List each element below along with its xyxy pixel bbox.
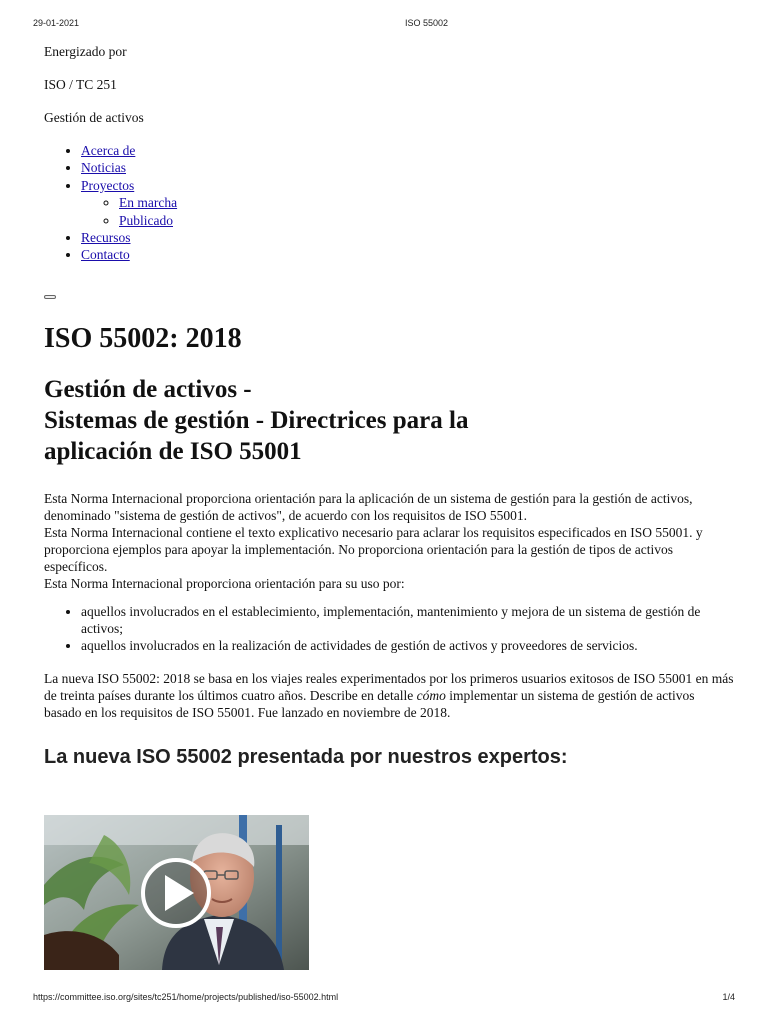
nav-item-about — [81, 142, 734, 159]
nav-link-contact[interactable]: Contacto — [81, 247, 130, 263]
list-item: • aquellos involucrados en la realización de actividades de gestión de activos y proveedores de servicios. — [81, 637, 734, 654]
video-thumbnail — [44, 815, 309, 970]
intro-text — [44, 490, 734, 592]
nav-item-news — [81, 159, 734, 176]
intro-paragraph-3: Esta Norma Internacional proporciona orientación para su uso por: — [44, 575, 405, 591]
closing-paragraph — [44, 670, 734, 721]
print-footer — [0, 992, 768, 1006]
closing-text-start: La nueva ISO 55002: 2018 se basa en los viajes reales experimentados por los primeros usuarios exitosos de ISO 55001 en más de treinta países durante los últimos cuatro años. Describe en detalle — [44, 670, 734, 703]
committee-name[interactable]: ISO / TC 251 — [44, 77, 117, 92]
nav-item-resources — [81, 229, 734, 246]
print-date: 29-01-2021 — [33, 18, 80, 28]
nav-link-about[interactable]: Acerca de — [81, 143, 136, 158]
nav-item-projects — [81, 177, 734, 229]
page-content — [44, 44, 734, 769]
intro-paragraph-2: Esta Norma Internacional contiene el texto explicativo necesario para aclarar los requisitos especificados en ISO 55001. y proporciona ejemplos para apoyar la implementación. No proporciona orientación para la gestión de tipos de activos específicos. — [44, 524, 703, 574]
video-section-heading: La nueva ISO 55002 presentada por nuestros expertos: — [44, 745, 568, 768]
standard-subtitle — [44, 374, 734, 467]
committee-subject: Gestión de activos — [44, 110, 144, 125]
closing-emphasis: cómo — [416, 687, 446, 703]
intro-paragraph-1: Esta Norma Internacional proporciona orientación para la aplicación de un sistema de gestión para la gestión de activos, denominado "sistema de gestión de activos", de acuerdo con los requisitos de ISO 55001. — [44, 490, 693, 523]
nav-link-published[interactable]: Publicado — [119, 212, 173, 228]
nav-item-ongoing — [119, 194, 734, 211]
subtitle-line-3: aplicación de ISO 55001 — [44, 437, 302, 465]
print-header — [0, 18, 768, 32]
subtitle-line-2: Sistemas de gestión - Directrices para la — [44, 406, 469, 434]
page-title: ISO 55002: 2018 — [44, 322, 242, 354]
nav-link-ongoing[interactable]: En marcha — [119, 195, 178, 211]
video-player[interactable] — [44, 815, 309, 970]
closing-text-end: implementar un sistema de gestión de activos basado en los requisitos de ISO 55001. Fue lanzado en noviembre de 2018. — [44, 687, 695, 720]
print-page-title: ISO 55002 — [405, 18, 449, 28]
page-number: 1/4 — [722, 992, 735, 1002]
menu-toggle-button[interactable] — [44, 295, 56, 299]
projects-submenu — [81, 194, 734, 229]
nav-item-contact — [81, 246, 734, 263]
powered-by-text: Energizado por — [44, 44, 127, 59]
nav-link-projects[interactable]: Proyectos — [81, 177, 135, 193]
intended-users-list — [44, 603, 734, 654]
subtitle-line-1: Gestión de activos - — [44, 375, 252, 403]
main-navigation — [44, 142, 734, 264]
nav-link-resources[interactable]: Recursos — [81, 230, 131, 246]
page-url: https://committee.iso.org/sites/tc251/home/projects/published/iso-55002.html — [33, 992, 339, 1002]
list-item: • aquellos involucrados en el establecimiento, implementación, mantenimiento y mejora de un sistema de gestión de activos; — [81, 603, 734, 637]
nav-link-news[interactable]: Noticias — [81, 160, 126, 176]
nav-item-published — [119, 212, 734, 229]
